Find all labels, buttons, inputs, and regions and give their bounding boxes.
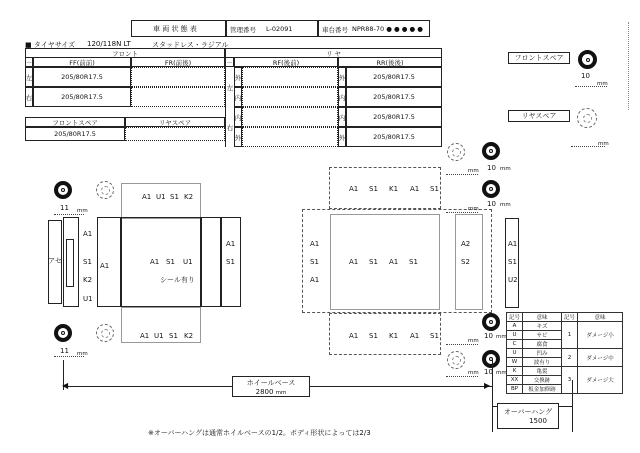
front-side-mark: U1 xyxy=(83,295,93,303)
row-right-label: 右 xyxy=(25,87,33,107)
rear-line xyxy=(446,344,478,345)
cab-mirror xyxy=(66,239,74,287)
rr-inner-l-size: 205/80R17.5 xyxy=(346,87,442,107)
front-left-line xyxy=(54,214,84,215)
col-rr: RR(後後) xyxy=(338,57,442,67)
wheelbase-value-line xyxy=(256,388,287,396)
front-left-tire-icon xyxy=(54,181,72,199)
front-center-mark: S1 xyxy=(166,258,175,266)
legend-level-meaning: ダメージ小 xyxy=(578,322,623,349)
front-side-mark: A1 xyxy=(83,230,93,238)
front-top-mark: U1 xyxy=(156,193,166,201)
rear-depth: 10 xyxy=(484,332,493,340)
front-right-depth: 11 xyxy=(60,347,69,355)
rear-side-inner-mark: S2 xyxy=(461,258,470,266)
legend-code: XX xyxy=(507,376,523,385)
rear-left-mark: A1 xyxy=(310,276,320,284)
rf-inner-l xyxy=(242,87,338,107)
assy-label: アセ xyxy=(48,257,62,265)
legend-level-meaning: ダメージ大 xyxy=(578,367,623,394)
rear-unit: mm xyxy=(500,166,511,172)
legend-meaning: サビ xyxy=(523,331,562,340)
rear-right-spare-icon xyxy=(447,351,465,369)
legend-code: W xyxy=(507,358,523,367)
rr-inner-l-tag: 内 xyxy=(338,87,346,107)
rear-side-inner-mark: A2 xyxy=(461,240,471,248)
front-spare-depth: 10 xyxy=(581,72,590,80)
rear-unit: mm xyxy=(500,202,511,208)
tire-size-value: 120/118N LT xyxy=(87,40,131,48)
rf-outer-r xyxy=(242,127,338,147)
rf-outer-l-tag: 外 xyxy=(234,67,242,87)
front-left-spare-icon xyxy=(96,181,114,199)
legend-meaning: 板金加修跡 xyxy=(523,385,562,394)
front-spare-unit: mm xyxy=(597,81,608,87)
legend-level-meaning: ダメージ中 xyxy=(578,349,623,367)
overhang-tick-right xyxy=(572,380,573,432)
legend-header: 意味 xyxy=(523,313,562,322)
chassis-label: 車台番号 xyxy=(322,26,348,34)
front-center-mark: A1 xyxy=(150,258,160,266)
rear-bottom-mark: S1 xyxy=(430,332,439,340)
legend-code: U xyxy=(507,331,523,340)
legend-level: 2 xyxy=(562,349,578,367)
rr-outer-l-size: 205/80R17.5 xyxy=(346,67,442,87)
rear-depth: 10 xyxy=(487,200,496,208)
cab-roof xyxy=(121,183,201,219)
mgmt-label: 管理番号 xyxy=(230,26,256,34)
front-top-mark: K2 xyxy=(184,193,194,201)
rear-line xyxy=(446,212,478,213)
rear-center-mark: A1 xyxy=(389,258,399,266)
front-bottom-mark: U1 xyxy=(154,332,164,340)
rear-body-top xyxy=(329,167,441,209)
rear-right-inner-tire-icon xyxy=(482,313,500,331)
legend-meaning: 波有り xyxy=(523,358,562,367)
legend-code: A xyxy=(507,322,523,331)
legend-code: BP xyxy=(507,385,523,394)
rr-inner-r-tag: 内 xyxy=(338,107,346,127)
rear-left-mark: S1 xyxy=(310,258,319,266)
rear-bed xyxy=(330,214,440,310)
rear-unit: mm xyxy=(468,206,479,212)
rear-unit: mm xyxy=(496,334,507,340)
mgmt-value: L-02091 xyxy=(266,25,293,33)
rear-top-mark: A1 xyxy=(349,185,359,193)
cab-right-mark: S1 xyxy=(226,258,235,266)
tire-size-label: ■ タイヤサイズ xyxy=(25,41,76,49)
rear-spare-tag: リヤスペア xyxy=(508,110,570,122)
legend-header: 記号 xyxy=(562,313,578,322)
chassis-value: NPR88-70 ● ● ● ● ● xyxy=(352,25,423,33)
rear-bottom-mark: A1 xyxy=(349,332,359,340)
wheelbase-arrow-left: ◀ xyxy=(62,381,69,390)
rr-inner-r-size: 205/80R17.5 xyxy=(346,107,442,127)
front-spare-header: フロントスペア xyxy=(25,117,125,127)
rear-side-outer-mark: S1 xyxy=(508,258,517,266)
rf-outer-l xyxy=(242,67,338,87)
rear-unit: mm xyxy=(468,370,479,376)
ff-right-size: 205/80R17.5 xyxy=(33,87,131,107)
rear-line xyxy=(446,376,478,377)
front-bottom-mark: K2 xyxy=(184,332,194,340)
col-fr: FR(前後) xyxy=(131,57,225,67)
rf-inner-r-tag: 内 xyxy=(234,107,242,127)
front-spare-tire-icon xyxy=(578,50,597,69)
overhang-box xyxy=(497,403,559,429)
rear-header: リ ヤ xyxy=(225,48,442,57)
col-ff: FF(前前) xyxy=(33,57,131,67)
legend-header: 意味 xyxy=(578,313,623,322)
cab-door-right xyxy=(201,217,221,307)
legend-level: 3 xyxy=(562,367,578,394)
rear-side-outer-mark: A1 xyxy=(508,240,518,248)
rear-center-mark: S1 xyxy=(369,258,378,266)
rr-outer-l-tag: 外 xyxy=(338,67,346,87)
legend-meaning: 凹み xyxy=(523,349,562,358)
legend-meaning: 腐食 xyxy=(523,340,562,349)
front-side-mark: S1 xyxy=(83,258,92,266)
col-rf: RF(後前) xyxy=(234,57,338,67)
fr-right-empty xyxy=(131,87,225,107)
rr-outer-r-size: 205/80R17.5 xyxy=(346,127,442,147)
wheelbase-value: 2800 xyxy=(255,387,274,396)
front-right-tire-icon xyxy=(54,324,72,342)
rear-bottom-mark: S1 xyxy=(369,332,378,340)
cab-right-mark: A1 xyxy=(226,240,236,248)
rf-outer-r-tag: 外 xyxy=(234,127,242,147)
legend-meaning: 交換跡 xyxy=(523,376,562,385)
rear-spare-unit: mm xyxy=(598,141,609,147)
front-center-mark: U1 xyxy=(183,258,193,266)
rear-top-mark: K1 xyxy=(389,185,399,193)
page-title: 車 両 状 態 表 xyxy=(153,25,197,33)
front-right-spare-icon xyxy=(96,324,114,342)
wheelbase-unit: mm xyxy=(275,389,287,396)
rear-unit: mm xyxy=(496,370,507,376)
legend-header: 記号 xyxy=(507,313,523,322)
rear-right-label: 右 xyxy=(225,107,234,147)
front-top-mark: S1 xyxy=(170,193,179,201)
legend-code: U xyxy=(507,349,523,358)
rr-outer-r-tag: 外 xyxy=(338,127,346,147)
wheelbase-arrow-right: ▶ xyxy=(484,381,491,390)
front-right-unit: mm xyxy=(77,351,88,357)
rear-unit: mm xyxy=(468,338,479,344)
rear-unit: mm xyxy=(468,168,479,174)
front-spare-size: 205/80R17.5 xyxy=(25,127,125,141)
rear-center-mark: A1 xyxy=(349,258,359,266)
front-header: フロント xyxy=(25,48,225,57)
front-left-depth: 11 xyxy=(60,204,69,212)
wheelbase-label: ホイールベース xyxy=(246,378,296,387)
legend-meaning: 亀裂 xyxy=(523,367,562,376)
wheelbase-tick-right xyxy=(492,360,493,432)
ff-left-size: 205/80R17.5 xyxy=(33,67,131,87)
rear-right-outer-tire-icon xyxy=(482,350,500,368)
rear-left-mark: A1 xyxy=(310,240,320,248)
rear-depth: 10 xyxy=(487,164,496,172)
legend-meaning: キズ xyxy=(523,322,562,331)
rear-left-spare-icon xyxy=(447,143,465,161)
front-side-outer-mark: A1 xyxy=(100,262,110,270)
front-top-mark: A1 xyxy=(142,193,152,201)
col-dash: － xyxy=(25,58,33,67)
front-left-unit: mm xyxy=(77,208,88,214)
front-bottom-mark: S1 xyxy=(169,332,178,340)
rear-center-mark: S1 xyxy=(409,258,418,266)
rear-spare-tire-icon xyxy=(577,108,597,128)
col-dash-2: － xyxy=(226,58,233,67)
front-side-mark: K2 xyxy=(83,276,93,284)
overhang-label: オーバーハング xyxy=(503,408,553,416)
rear-side-outer-mark: U2 xyxy=(508,276,518,284)
rear-line xyxy=(446,174,478,175)
rear-left-label: 左 xyxy=(225,67,234,107)
rear-top-mark: A1 xyxy=(410,185,420,193)
wheelbase-box xyxy=(232,376,310,397)
rf-inner-l-tag: 内 xyxy=(234,87,242,107)
rear-spare-header: リヤスペア xyxy=(125,117,225,127)
legend-level: 1 xyxy=(562,322,578,349)
page-border-right xyxy=(628,22,629,110)
rear-spare-empty xyxy=(125,127,225,141)
front-bottom-mark: A1 xyxy=(140,332,150,340)
overhang-note: ※オーバーハングは通常ホイルベースの1/2。ボディ形状によっては2/3 xyxy=(148,429,371,437)
seal-note: シール有り xyxy=(160,276,195,284)
tire-type: スタッドレス・ラジアル xyxy=(152,41,229,49)
legend-code: K xyxy=(507,367,523,376)
row-left-label: 左 xyxy=(25,67,33,87)
rear-depth: 10 xyxy=(484,368,493,376)
fr-left-empty xyxy=(131,67,225,87)
rear-bottom-mark: K1 xyxy=(389,332,399,340)
front-spare-tag: フロントスペア xyxy=(508,52,570,64)
rear-left-outer-tire-icon xyxy=(482,142,500,160)
rear-top-mark: S1 xyxy=(369,185,378,193)
rear-bottom-mark: A1 xyxy=(410,332,420,340)
rear-left-inner-tire-icon xyxy=(482,180,500,198)
legend-table xyxy=(506,312,623,394)
overhang-value: 1500 xyxy=(529,417,547,425)
rear-top-mark: S1 xyxy=(430,185,439,193)
legend-code: C xyxy=(507,340,523,349)
rear-body-bottom xyxy=(329,313,441,355)
rf-inner-r xyxy=(242,107,338,127)
